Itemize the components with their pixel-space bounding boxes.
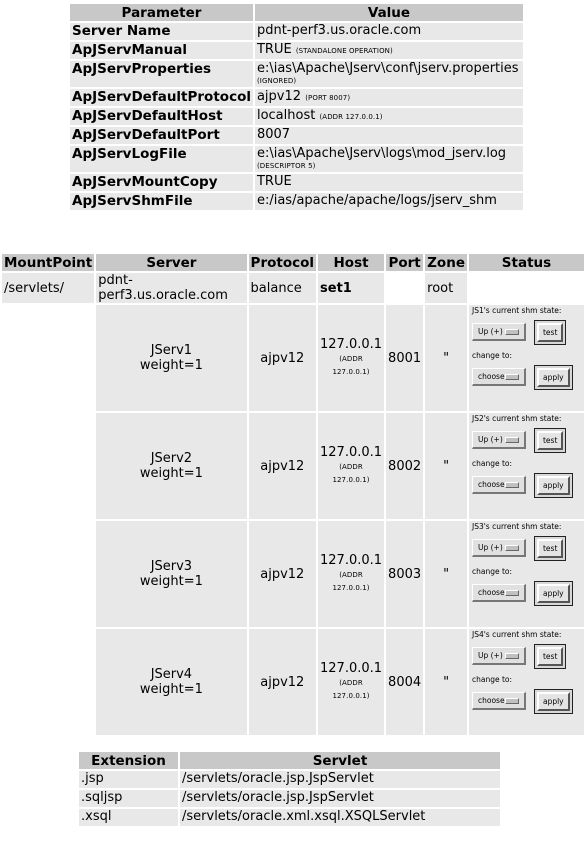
servlet-cell: /servlets/oracle.jsp.JspServlet	[180, 790, 500, 807]
servlet-column-header: Servlet	[180, 752, 500, 769]
param-value	[255, 89, 523, 106]
change-to-label: change to:	[471, 567, 513, 576]
state-select[interactable]	[472, 431, 526, 449]
extension-column-header: Extension	[79, 752, 178, 769]
worker-name-cell	[96, 305, 246, 411]
extension-cell: .xsql	[79, 809, 178, 826]
dropdown-indicator-icon	[505, 437, 519, 443]
change-select[interactable]	[472, 368, 526, 386]
mountpoints-table	[0, 252, 586, 737]
apply-button-frame	[534, 365, 573, 390]
param-value	[255, 108, 523, 125]
param-value-text: pdnt-perf3.us.oracle.com	[256, 23, 422, 38]
worker-zone: "	[425, 413, 467, 519]
change-select-value: choose	[477, 696, 505, 705]
worker-host-cell	[318, 629, 384, 735]
worker-name: JServ3	[150, 559, 193, 574]
worker-host-note-2: 127.0.0.1)	[332, 476, 370, 484]
parameter-column-header: Parameter	[70, 4, 253, 21]
param-value-text: e:\ias\Apache\Jserv\logs\mod_jserv.log	[256, 146, 507, 161]
worker-port: 8001	[386, 305, 423, 411]
param-value-text: TRUE	[256, 174, 292, 189]
worker-name: JServ1	[150, 343, 193, 358]
state-controls	[472, 643, 584, 669]
state-select-value: Up (+)	[477, 543, 503, 552]
worker-host-note: (ADDR	[339, 463, 363, 471]
apply-button[interactable]: apply	[537, 584, 570, 603]
dropdown-indicator-icon	[505, 698, 519, 704]
mountpoint-protocol: balance	[249, 273, 316, 303]
apply-button-frame	[534, 689, 573, 714]
param-value-text: localhost	[256, 108, 316, 123]
test-button[interactable]: test	[537, 647, 563, 666]
worker-name-cell	[96, 629, 246, 735]
servlet-mappings-table	[77, 750, 502, 828]
param-value-text: e:/ias/apache/apache/logs/jserv_shm	[256, 193, 497, 208]
param-note: (PORT 8007)	[305, 94, 351, 102]
param-value	[255, 23, 523, 40]
param-note: (STANDALONE OPERATION)	[295, 47, 393, 55]
table-row	[70, 174, 523, 191]
worker-weight: weight=1	[139, 574, 203, 589]
worker-host-note: (ADDR	[339, 571, 363, 579]
param-name: ApJServShmFile	[70, 193, 253, 210]
parameters-header-row	[70, 4, 523, 21]
apply-button-frame	[534, 581, 573, 606]
servlet-mappings-header-row	[79, 752, 500, 769]
host-column-header: Host	[318, 254, 384, 271]
dropdown-indicator-icon	[505, 590, 519, 596]
worker-name: JServ2	[150, 451, 193, 466]
param-value	[255, 61, 523, 87]
port-column-header: Port	[386, 254, 423, 271]
param-value	[255, 146, 523, 172]
mountpoint-row	[2, 273, 584, 303]
worker-host-cell	[318, 305, 384, 411]
worker-host-note-2: 127.0.0.1)	[332, 584, 370, 592]
worker-host: 127.0.0.1	[320, 553, 383, 568]
table-row	[70, 23, 523, 40]
worker-name-cell	[96, 413, 246, 519]
param-name: Server Name	[70, 23, 253, 40]
worker-host: 127.0.0.1	[320, 445, 383, 460]
worker-zone: "	[425, 629, 467, 735]
change-to-label: change to:	[471, 351, 513, 360]
extension-cell: .sqljsp	[79, 790, 178, 807]
change-to-label: change to:	[471, 459, 513, 468]
zone-column-header: Zone	[427, 254, 465, 271]
state-select-value: Up (+)	[477, 651, 503, 660]
worker-host-note-2: 127.0.0.1)	[332, 692, 370, 700]
state-select[interactable]	[472, 323, 526, 341]
param-value	[255, 193, 523, 210]
shm-state-label: JS3's current shm state:	[471, 522, 562, 531]
table-row	[70, 108, 523, 125]
worker-row	[2, 413, 584, 519]
state-select[interactable]	[472, 539, 526, 557]
param-note: (DESCRIPTOR 5)	[256, 162, 316, 170]
table-row	[70, 127, 523, 144]
server-column-header: Server	[96, 254, 246, 271]
change-controls	[472, 688, 584, 714]
state-controls	[472, 319, 584, 345]
mountpoint-host: set1	[318, 273, 384, 303]
test-button[interactable]: test	[537, 323, 563, 342]
worker-row	[2, 629, 584, 735]
param-name: ApJServManual	[70, 42, 253, 59]
worker-host-cell	[318, 413, 384, 519]
test-button-frame	[534, 320, 566, 345]
worker-protocol: ajpv12	[249, 521, 316, 627]
test-button[interactable]: test	[537, 539, 563, 558]
worker-protocol: ajpv12	[249, 413, 316, 519]
parameters-table	[68, 2, 525, 212]
apply-button[interactable]: apply	[537, 692, 570, 711]
mountpoint-status	[469, 273, 584, 303]
change-select[interactable]	[472, 692, 526, 710]
state-select[interactable]	[472, 647, 526, 665]
param-value	[255, 127, 523, 144]
test-button-frame	[534, 536, 566, 561]
change-controls	[472, 472, 584, 498]
param-value	[255, 42, 523, 59]
param-value-text: e:\ias\Apache\Jserv\conf\jserv.properties	[256, 61, 519, 76]
change-select-value: choose	[477, 480, 505, 489]
worker-status-cell	[469, 629, 584, 735]
dropdown-indicator-icon	[505, 545, 519, 551]
param-name: ApJServProperties	[70, 61, 253, 87]
shm-state-label: JS1's current shm state:	[471, 306, 562, 315]
worker-status-cell	[469, 521, 584, 627]
change-select-value: choose	[477, 588, 505, 597]
worker-name: JServ4	[150, 667, 193, 682]
change-select[interactable]	[472, 584, 526, 602]
worker-protocol: ajpv12	[249, 305, 316, 411]
worker-protocol: ajpv12	[249, 629, 316, 735]
mountpoint-port	[386, 273, 423, 303]
status-column-header: Status	[469, 254, 584, 271]
table-row	[70, 146, 523, 172]
change-controls	[472, 364, 584, 390]
param-note: (ADDR 127.0.0.1)	[319, 113, 383, 121]
blank-cell	[2, 629, 94, 735]
param-value-text: 8007	[256, 127, 291, 142]
change-select[interactable]	[472, 476, 526, 494]
param-name: ApJServLogFile	[70, 146, 253, 172]
servlet-cell: /servlets/oracle.xml.xsql.XSQLServlet	[180, 809, 500, 826]
worker-host-note: (ADDR	[339, 679, 363, 687]
worker-row	[2, 521, 584, 627]
dropdown-indicator-icon	[505, 482, 519, 488]
worker-host-cell	[318, 521, 384, 627]
table-row	[79, 771, 500, 788]
mountpoint-server: pdnt-perf3.us.oracle.com	[96, 273, 246, 303]
worker-weight: weight=1	[139, 682, 203, 697]
param-name: ApJServDefaultHost	[70, 108, 253, 125]
param-value	[255, 174, 523, 191]
apply-button[interactable]: apply	[537, 368, 570, 387]
param-name: ApJServDefaultPort	[70, 127, 253, 144]
table-row	[70, 193, 523, 210]
worker-row	[2, 305, 584, 411]
apply-button[interactable]: apply	[537, 476, 570, 495]
servlet-cell: /servlets/oracle.jsp.JspServlet	[180, 771, 500, 788]
worker-host-note-2: 127.0.0.1)	[332, 368, 370, 376]
change-to-label: change to:	[471, 675, 513, 684]
mountpoint-zone: root	[425, 273, 467, 303]
state-select-value: Up (+)	[477, 327, 503, 336]
mountpoint-path: /servlets/	[2, 273, 94, 303]
worker-status-cell	[469, 305, 584, 411]
param-name: ApJServDefaultProtocol	[72, 89, 251, 105]
shm-state-label: JS2's current shm state:	[471, 414, 562, 423]
worker-host: 127.0.0.1	[320, 337, 383, 352]
protocol-column-header: Protocol	[250, 254, 315, 271]
worker-status-cell	[469, 413, 584, 519]
param-value-text: TRUE	[256, 42, 292, 57]
table-row	[70, 61, 523, 87]
test-button[interactable]: test	[537, 431, 563, 450]
worker-weight: weight=1	[139, 358, 203, 373]
dropdown-indicator-icon	[505, 374, 519, 380]
value-column-header: Value	[255, 4, 523, 21]
worker-host: 127.0.0.1	[320, 661, 383, 676]
mountpoints-header-row	[2, 254, 584, 271]
table-row	[70, 42, 523, 59]
param-name: ApJServMountCopy	[70, 174, 253, 191]
test-button-frame	[534, 644, 566, 669]
state-controls	[472, 535, 584, 561]
worker-zone: "	[425, 305, 467, 411]
test-button-frame	[534, 428, 566, 453]
worker-port: 8003	[386, 521, 423, 627]
change-controls	[472, 580, 584, 606]
blank-cell	[2, 413, 94, 519]
table-row	[79, 809, 500, 826]
dropdown-indicator-icon	[505, 329, 519, 335]
worker-port: 8002	[386, 413, 423, 519]
blank-cell	[2, 521, 94, 627]
blank-cell	[2, 305, 94, 411]
table-row	[70, 89, 523, 106]
table-row	[79, 790, 500, 807]
dropdown-indicator-icon	[505, 653, 519, 659]
apply-button-frame	[534, 473, 573, 498]
extension-cell: .jsp	[79, 771, 178, 788]
state-controls	[472, 427, 584, 453]
mountpoint-column-header: MountPoint	[4, 254, 93, 271]
worker-weight: weight=1	[139, 466, 203, 481]
param-value-text: ajpv12	[256, 89, 302, 104]
worker-host-note: (ADDR	[339, 355, 363, 363]
worker-port: 8004	[386, 629, 423, 735]
state-select-value: Up (+)	[477, 435, 503, 444]
shm-state-label: JS4's current shm state:	[471, 630, 562, 639]
param-note: (IGNORED)	[256, 77, 297, 85]
worker-name-cell	[96, 521, 246, 627]
worker-zone: "	[425, 521, 467, 627]
change-select-value: choose	[477, 372, 505, 381]
